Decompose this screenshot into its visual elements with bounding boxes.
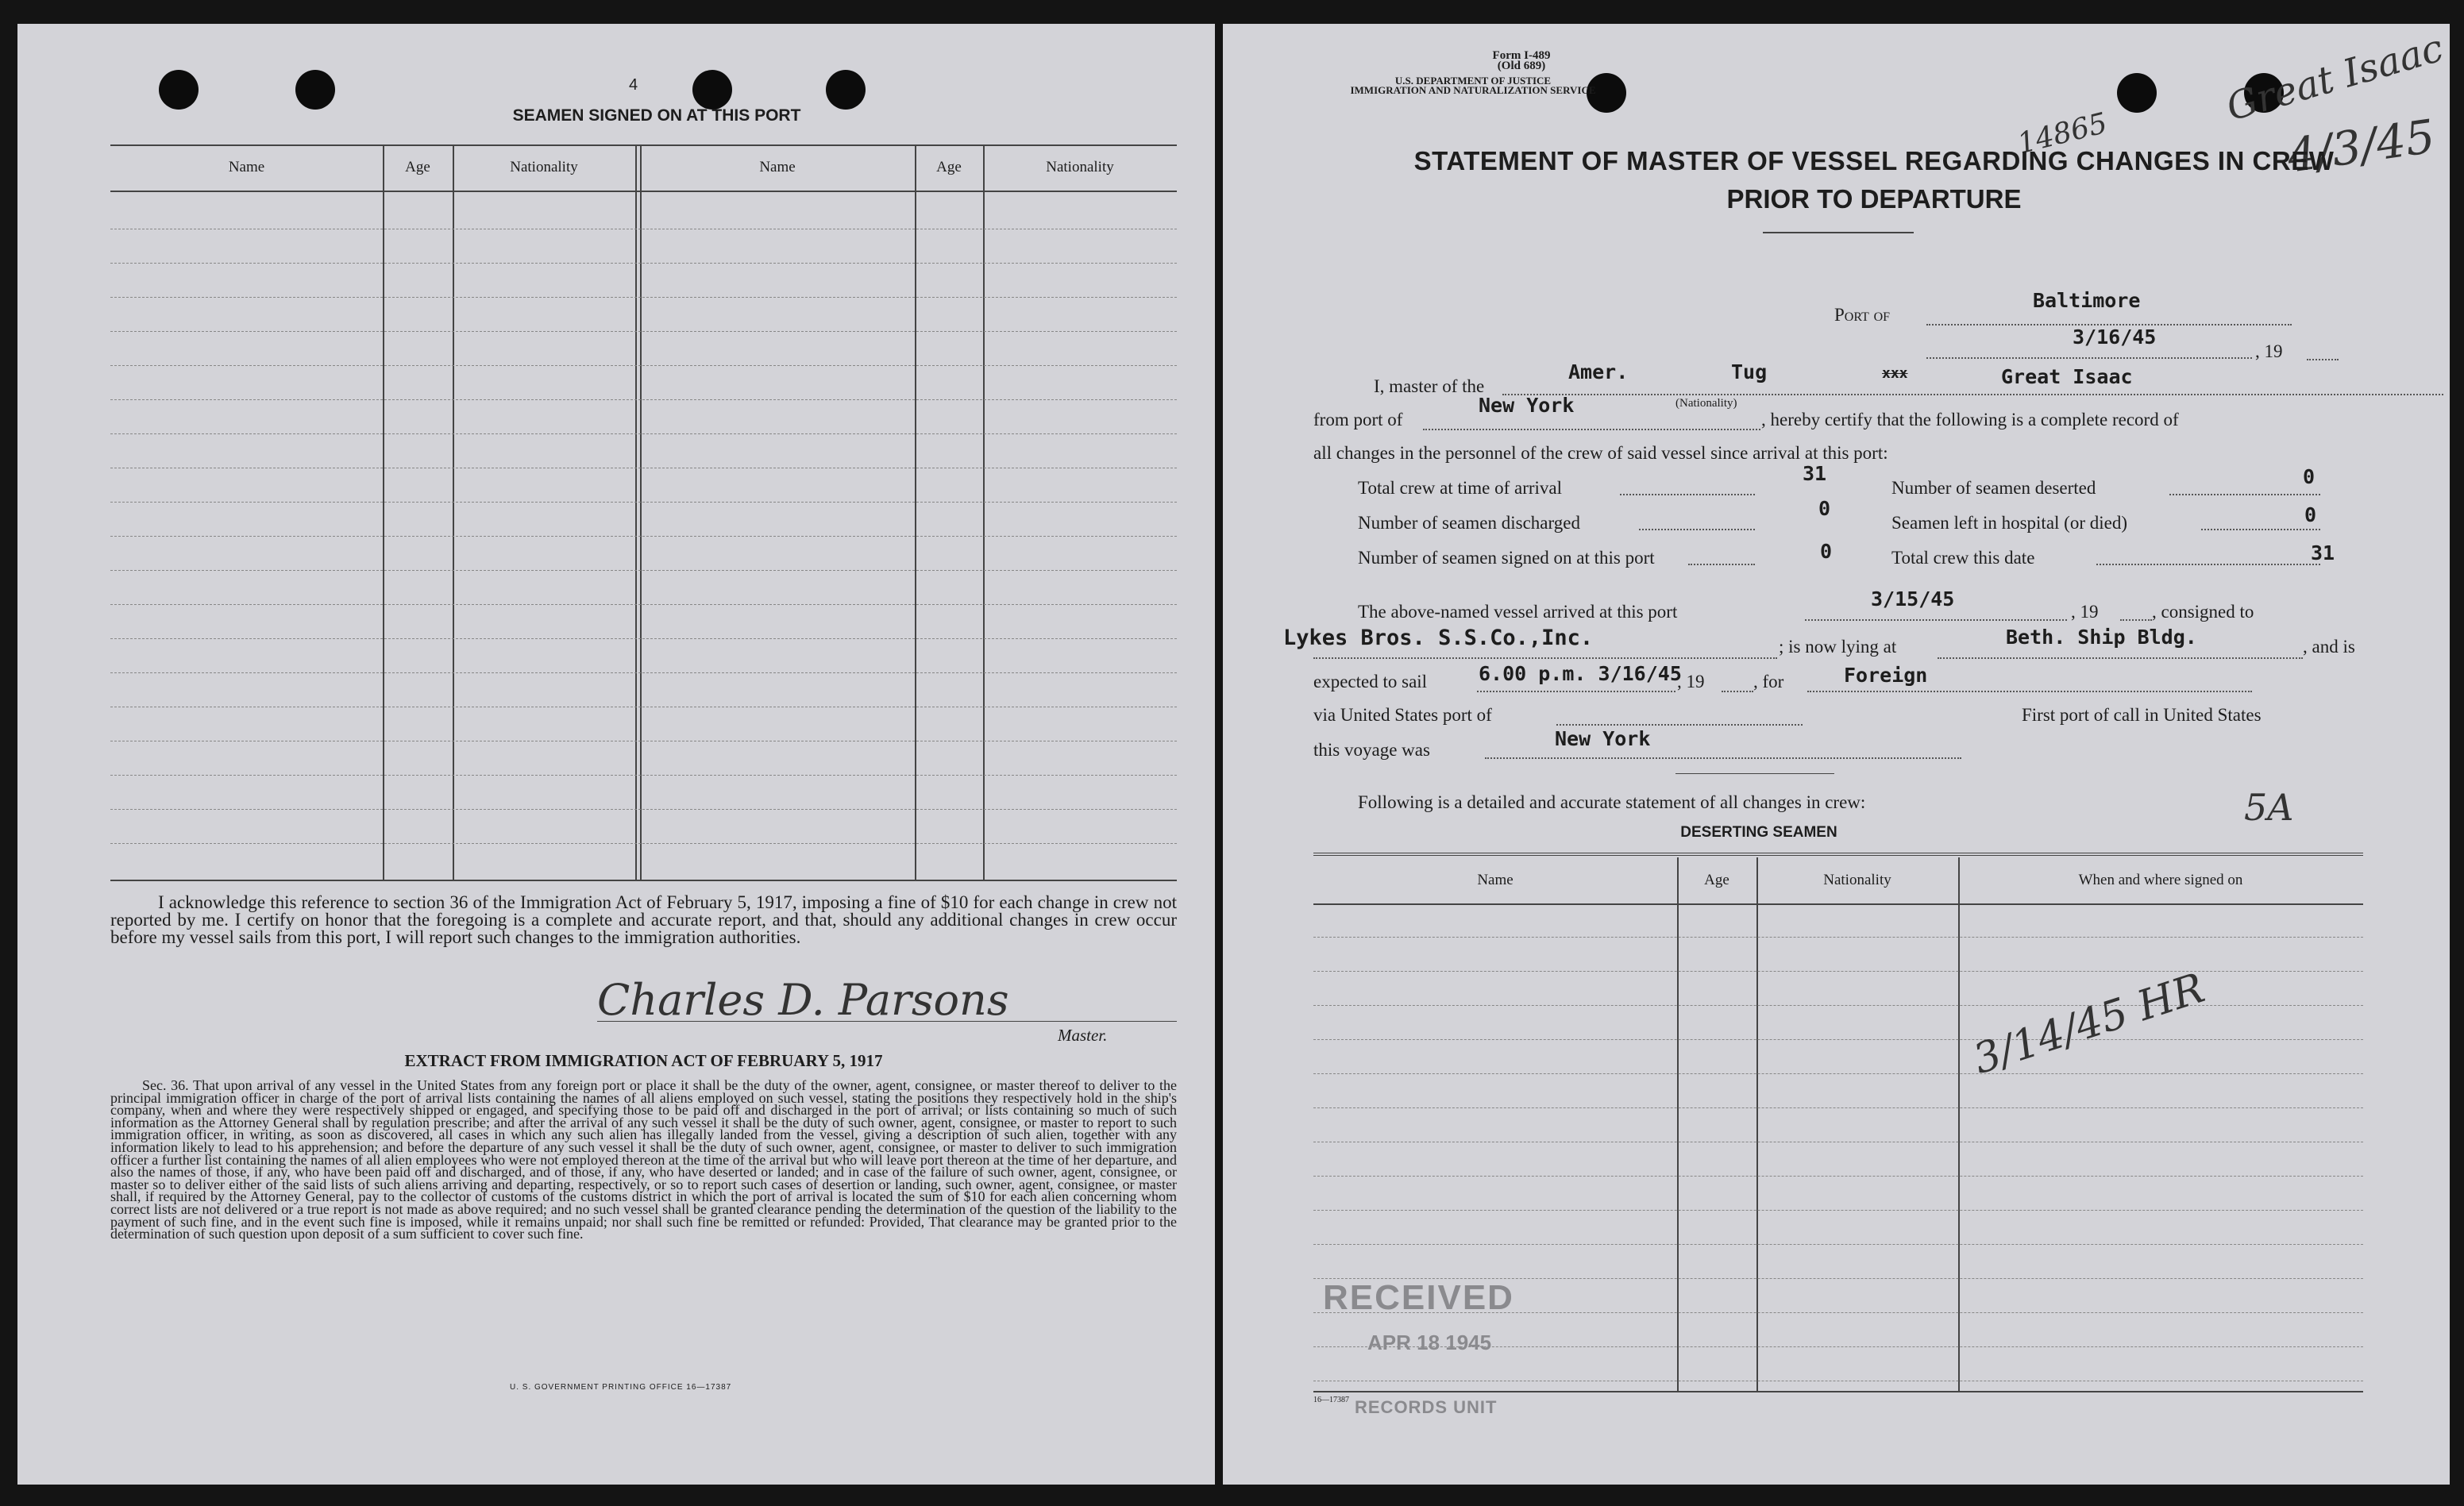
received-date-stamp: APR 18 1945 (1367, 1331, 1492, 1354)
column-divider (635, 144, 637, 881)
table-row[interactable] (110, 672, 1177, 673)
stat-leader (2201, 529, 2320, 530)
stat-leader (1620, 494, 1755, 495)
struck-text: xxx (1882, 365, 1908, 382)
right-page (1223, 24, 2450, 1485)
column-header-name: Name (228, 159, 265, 175)
department-name: U.S. DEPARTMENT OF JUSTICE (1394, 75, 1552, 87)
form-id (1458, 51, 1585, 71)
column-header-name: Name (759, 159, 796, 175)
table-header-rule (110, 191, 1177, 192)
following-text: Following is a detailed and accurate statement of all changes in crew: (1358, 792, 1866, 812)
stat-label-deserted: Number of seamen deserted (1891, 478, 2096, 498)
table-row[interactable] (110, 331, 1177, 332)
via-label: via United States port of (1313, 705, 1492, 725)
section-rule (1675, 773, 1834, 774)
stat-value-signed-on: 0 (1820, 540, 1833, 563)
form-old-number: (Old 689) (1497, 60, 1546, 72)
service-name: IMMIGRATION AND NATURALIZATION SERVICE (1350, 84, 1596, 96)
voyage-value: New York (1555, 727, 1651, 750)
column-header-nationality: Nationality (1046, 159, 1114, 175)
printer-mark: U. S. GOVERNMENT PRINTING OFFICE 16—17387 (510, 1383, 732, 1392)
deserting-table-header-rule (1313, 903, 2363, 905)
table-bottom-rule (110, 880, 1177, 881)
punch-hole (692, 70, 732, 110)
sail-field-line[interactable] (1477, 691, 1675, 692)
stat-label-signed-on: Number of seamen signed on at this port (1358, 548, 1655, 568)
from-port-label: from port of (1313, 410, 1403, 429)
column-header-name: Name (1477, 872, 1513, 888)
handwritten-signed-on-note: 3/14/45 HR (1968, 964, 2211, 1084)
handwritten-vessel-note: Great Isaac (2221, 25, 2448, 130)
arrived-value: 3/15/45 (1871, 587, 1955, 610)
table-row[interactable] (110, 843, 1177, 844)
table-row[interactable] (1313, 971, 2363, 972)
consigned-label: , consigned to (2152, 602, 2254, 622)
extract-text: Sec. 36. That upon arrival of any vessel in the United States from any foreign port or place it shall be the duty of the owner, agent, consignee, or master thereof to deliver to the principal immigration officer in charge of the port of arrival lists containing the names of all aliens employed on such vessel, stating the positions they respectively hold in the ship's company, when and where they were respectively shipped or engaged, and specifying those to be paid off and discharged in the port of arrival; or lists containing so much of such information as the Attorney General shall by regulation prescribe; and after the arrival of any such vessel it shall be the duty of such owner, agent, consignee, or master to report to such immigration officer, in writing, as soon as discovered, all cases in which any such alien has illegally landed from the vessel, giving a description of such alien, together with any information likely to lead to his apprehension; and before the departure of any such vessel it shall be the duty of such owner, agent, consignee, or master to deliver to such immigration officer a further list containing the names of all alien employees who were not employed thereon at the time of the arrival but who will leave port thereon at the time of her departure, and also the names of those, if any, who have been paid off and discharged, and of those, if any, who have deserted or landed; and in case of the failure of such owner, agent, consignee, or master so to deliver either of the said lists of such aliens arriving and departing, respectively, or so to report such cases of desertion or landing, such owner, agent, consignee, or master shall, if required by the Attorney General, pay to the collector of customs of the customs district in which the port of arrival is located the sum of $10 for each alien concerning whom correct lists are not delivered or a true report is not made as above required; and no such vessel shall be granted clearance pending the determination of the question of the liability to the payment of such fine, and in the event such fine is imposed, while it remains unpaid; nor shall such fine be remitted or refunded: Provided, That clearance may be granted prior to the determination of such question upon deposit of a sum sufficient to cover such fine. (110, 1077, 1177, 1242)
table-row[interactable] (110, 570, 1177, 571)
voyage-label: this voyage was (1313, 740, 1430, 760)
consignee-value: Lykes Bros. S.S.Co.,Inc. (1283, 626, 1594, 650)
column-header-nationality: Nationality (510, 159, 578, 175)
table-row[interactable] (110, 502, 1177, 503)
via-field-line[interactable] (1556, 724, 1803, 726)
table-row[interactable] (110, 775, 1177, 776)
column-header-signed-on: When and where signed on (2078, 872, 2243, 888)
sail-year-suffix: , 19 (1677, 672, 1705, 691)
vessel-nationality: Amer. (1568, 360, 1629, 383)
stat-label-arrival: Total crew at time of arrival (1358, 478, 1563, 498)
nationality-hint: (Nationality) (1675, 397, 1737, 410)
records-unit-stamp: RECORDS UNIT (1355, 1397, 1498, 1417)
table-row[interactable] (1313, 1210, 2363, 1211)
arrived-label: The above-named vessel arrived at this port (1358, 602, 1678, 622)
certify-text: , hereby certify that the following is a complete record of (1761, 410, 2179, 429)
deserting-table-top (1313, 853, 2363, 856)
table-row[interactable] (1313, 937, 2363, 938)
and-is-text: , and is (2303, 637, 2355, 657)
handwritten-date-note: 4/3/45 (2284, 109, 2439, 183)
date-field-line[interactable] (1926, 357, 2252, 359)
master-label: I, master of the (1374, 376, 1485, 396)
for-label: , for (1753, 672, 1784, 691)
stat-label-hospital: Seamen left in hospital (or died) (1891, 513, 2128, 533)
year-field-line[interactable] (1722, 691, 1753, 692)
stat-value-hospital: 0 (2304, 503, 2317, 526)
table-row[interactable] (110, 297, 1177, 298)
stat-label-discharged: Number of seamen discharged (1358, 513, 1580, 533)
master-signature: Charles D. Parsons (597, 975, 1009, 1025)
column-header-age: Age (1704, 872, 1729, 888)
column-divider (453, 144, 454, 881)
lying-field-line[interactable] (1938, 657, 2303, 659)
from-port-field-line[interactable] (1423, 429, 1760, 430)
handwritten-file-number: 14865 (2014, 106, 2111, 161)
table-row[interactable] (110, 809, 1177, 810)
deserting-title: DESERTING SEAMEN (1680, 824, 1837, 841)
year-field-line[interactable] (2120, 619, 2152, 621)
stat-value-arrival: 31 (1803, 462, 1827, 485)
sail-label: expected to sail (1313, 672, 1428, 691)
section-title: SEAMEN SIGNED ON AT THIS PORT (512, 106, 801, 125)
title-rule (1763, 232, 1914, 233)
destination-field-line[interactable] (1807, 691, 2252, 692)
table-row[interactable] (1313, 1244, 2363, 1245)
form-title: STATEMENT OF MASTER OF VESSEL REGARDING CHANGES IN CREW (1413, 146, 2335, 175)
stat-label-total: Total crew this date (1891, 548, 2035, 568)
table-row[interactable] (110, 263, 1177, 264)
first-port-label: First port of call in United States (2022, 705, 2262, 725)
handwritten-5a: 5A (2244, 786, 2294, 829)
voyage-field-line[interactable] (1485, 757, 1961, 759)
form-number: Form I-489 (1492, 49, 1551, 62)
table-row[interactable] (1313, 1107, 2363, 1108)
stat-value-deserted: 0 (2303, 465, 2316, 488)
punch-hole (159, 70, 199, 110)
from-port-value: New York (1479, 394, 1575, 417)
destination-value: Foreign (1844, 664, 1928, 687)
stat-value-total: 31 (2311, 541, 2335, 564)
table-row[interactable] (1313, 1073, 2363, 1074)
table-row[interactable] (1313, 1176, 2363, 1177)
vessel-name: Great Isaac (2001, 365, 2133, 388)
signature-line (597, 1021, 1177, 1022)
column-divider (983, 144, 985, 881)
all-changes-text: all changes in the personnel of the crew of said vessel since arrival at this port: (1313, 443, 1888, 463)
table-top-rule (110, 144, 1177, 146)
footer-code: 16—17387 (1313, 1396, 1349, 1404)
acknowledgment-text: I acknowledge this reference to section 36 of the Immigration Act of February 5, 1917, imposing a fine of $10 for each change in crew not reported by me. I certify on honor that the foregoing is a complete and accurate report, and that, should any additional changes in crew occur before my vessel sails from this port, I will report such changes to the immigration authorities. (110, 892, 1177, 947)
vessel-type: Tug (1731, 360, 1768, 383)
table-row[interactable] (110, 399, 1177, 400)
date-value: 3/16/45 (2073, 325, 2157, 349)
sail-value: 6.00 p.m. 3/16/45 (1479, 662, 1682, 685)
signature-label: Master. (1058, 1026, 1108, 1045)
extract-title: EXTRACT FROM IMMIGRATION ACT OF FEBRUARY 5, 1917 (404, 1051, 883, 1070)
arrived-field-line[interactable] (1805, 619, 2067, 621)
column-header-age: Age (936, 159, 962, 175)
lying-value: Beth. Ship Bldg. (2006, 626, 2197, 649)
port-label: Port of (1834, 305, 1891, 325)
lying-label: ; is now lying at (1779, 637, 1897, 657)
vessel-field-line[interactable] (1502, 394, 2443, 395)
column-divider (383, 144, 384, 881)
stat-leader (2169, 494, 2320, 495)
arrived-year-suffix: , 19 (2071, 602, 2099, 622)
table-row[interactable] (1313, 1039, 2363, 1040)
table-row[interactable] (110, 433, 1177, 434)
column-header-nationality: Nationality (1823, 872, 1891, 888)
punch-hole (826, 70, 866, 110)
year-field-line[interactable] (2307, 359, 2339, 360)
date-year-suffix: , 19 (2255, 341, 2283, 361)
punch-hole (295, 70, 335, 110)
table-row[interactable] (110, 638, 1177, 639)
stat-leader (1688, 564, 1755, 565)
column-divider (640, 144, 642, 881)
punch-hole (2117, 73, 2157, 113)
stat-value-discharged: 0 (1818, 497, 1831, 520)
table-row[interactable] (110, 365, 1177, 366)
page-number: 4 (629, 76, 638, 94)
port-value: Baltimore (2033, 289, 2141, 312)
left-page (17, 24, 1215, 1485)
deserting-table-bottom (1313, 1391, 2363, 1392)
stat-leader (2096, 564, 2320, 565)
department-header (1326, 76, 1620, 95)
consignee-field-line[interactable] (1313, 657, 1777, 659)
column-header-age: Age (405, 159, 430, 175)
column-divider (915, 144, 916, 881)
form-subtitle: PRIOR TO DEPARTURE (1726, 184, 2022, 214)
table-row[interactable] (110, 536, 1177, 537)
received-stamp: RECEIVED (1323, 1278, 1514, 1317)
stat-leader (1639, 529, 1755, 530)
table-row[interactable] (110, 604, 1177, 605)
